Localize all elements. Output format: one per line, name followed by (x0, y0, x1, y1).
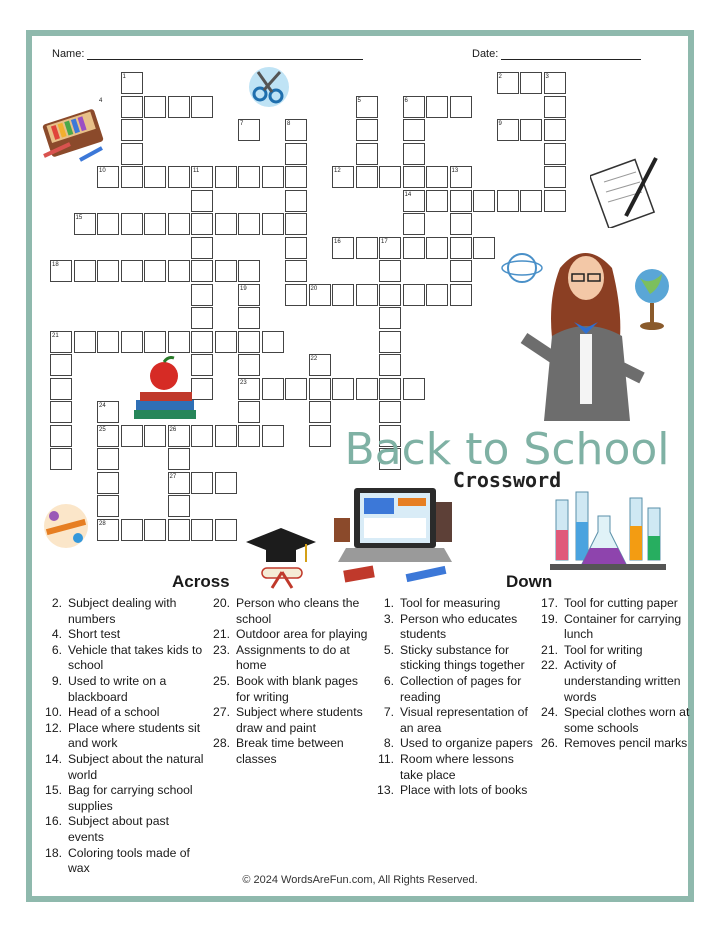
crossword-cell[interactable] (544, 166, 566, 188)
crossword-cell[interactable] (50, 425, 72, 447)
clue-number: 9. (51, 673, 62, 688)
crossword-cell[interactable] (121, 260, 143, 282)
crossword-cell[interactable] (262, 425, 284, 447)
crossword-cell[interactable] (97, 401, 119, 423)
across-clue (212, 674, 372, 705)
crossword-cell[interactable] (238, 425, 260, 447)
crossword-cell[interactable] (144, 260, 166, 282)
date-field[interactable] (472, 48, 641, 60)
grid-number: 16 (334, 238, 341, 245)
crossword-cell[interactable] (403, 213, 425, 235)
crossword-cell[interactable] (191, 425, 213, 447)
crossword-cell[interactable] (497, 190, 519, 212)
crossword-cell[interactable] (332, 378, 354, 400)
crossword-cell[interactable] (97, 472, 119, 494)
grid-number: 10 (99, 168, 106, 174)
crossword-cell[interactable] (144, 166, 166, 188)
clue-text: Subject about the natural world (68, 751, 204, 782)
crossword-cell[interactable] (97, 495, 119, 517)
across-clue (44, 783, 206, 814)
crossword-cell[interactable] (356, 237, 378, 259)
crossword-cell[interactable] (74, 260, 96, 282)
clue-number: 12. (45, 720, 62, 735)
crossword-cell[interactable] (238, 307, 260, 329)
across-clue (44, 752, 206, 783)
across-clue (212, 736, 372, 767)
crossword-cell[interactable] (121, 143, 143, 165)
crossword-cell[interactable] (238, 354, 260, 376)
down-clue (540, 596, 690, 612)
worksheet-title: Back to School (344, 424, 670, 475)
clue-number: 6. (383, 673, 394, 688)
clue-number: 15. (45, 783, 62, 798)
date-line[interactable] (501, 48, 641, 60)
crossword-cell[interactable] (426, 96, 448, 118)
crossword-cell[interactable] (191, 284, 213, 306)
across-clue (212, 643, 372, 674)
crossword-cell[interactable] (520, 119, 542, 141)
clue-text: Vehicle that takes kids to school (68, 642, 203, 673)
clue-text: Visual representation of an area (400, 705, 528, 735)
crossword-cell[interactable] (309, 354, 331, 376)
clue-text: Used to write on a blackboard (68, 673, 167, 704)
down-clue (376, 643, 534, 674)
crossword-cell[interactable] (520, 72, 542, 94)
clue-text: Person who educates students (400, 611, 518, 642)
crossword-cell[interactable] (473, 190, 495, 212)
down-clue (376, 612, 534, 643)
crossword-cell[interactable] (403, 190, 425, 212)
crossword-cell[interactable] (144, 519, 166, 541)
crossword-cell[interactable] (238, 166, 260, 188)
clue-number: 20. (213, 596, 230, 610)
down-clue-column (376, 596, 534, 799)
clue-text: Break time between classes (236, 736, 344, 766)
clue-number: 18. (45, 845, 62, 860)
crossword-cell[interactable] (215, 260, 237, 282)
clue-number: 19. (541, 611, 558, 626)
clue-text: Assignments to do at home (236, 642, 350, 673)
crossword-cell[interactable] (191, 166, 213, 188)
down-clue (376, 783, 534, 799)
crossword-cell[interactable] (97, 448, 119, 470)
crossword-cell[interactable] (497, 72, 519, 94)
crossword-cell[interactable] (191, 237, 213, 259)
crossword-cell[interactable] (50, 448, 72, 470)
date-label: Date: (472, 48, 499, 60)
clue-number: 1. (383, 596, 394, 610)
crossword-cell[interactable] (426, 190, 448, 212)
crossword-cell[interactable] (215, 425, 237, 447)
clue-number: 28. (213, 736, 230, 751)
grid-number: 13 (451, 168, 459, 174)
crossword-cell[interactable] (332, 284, 354, 306)
crossword-cell[interactable] (450, 237, 472, 259)
lab-flasks-icon (546, 486, 670, 576)
grid-number: 7 (240, 121, 244, 127)
across-clue-column (44, 596, 206, 877)
grid-number: 20 (310, 285, 318, 292)
graduation-cap-icon (244, 522, 318, 592)
crossword-cell[interactable] (285, 284, 307, 306)
crossword-cell[interactable] (121, 72, 143, 94)
grid-number: 24 (99, 403, 106, 409)
clue-text: Short test (68, 627, 121, 642)
crossword-cell[interactable] (356, 119, 378, 141)
crossword-cell[interactable] (544, 143, 566, 165)
crossword-cell[interactable] (144, 213, 166, 235)
clue-number: 16. (45, 814, 62, 829)
crossword-cell[interactable] (168, 495, 190, 517)
clue-text: Book with blank pages for writing (236, 673, 358, 704)
crossword-cell[interactable] (544, 96, 566, 118)
crossword-cell[interactable] (144, 425, 166, 447)
grid-number: 17 (381, 238, 388, 245)
clue-text: Tool for cutting paper (564, 596, 678, 610)
grid-number: 1 (122, 74, 126, 80)
crossword-cell[interactable] (121, 425, 143, 447)
crossword-cell[interactable] (285, 237, 307, 259)
clue-number: 23. (213, 642, 230, 657)
clue-number: 17. (541, 596, 558, 610)
clue-text: Sticky substance for sticking things together (400, 642, 525, 673)
crossword-cell[interactable] (168, 425, 190, 447)
clue-text: Special clothes worn at some schools (564, 705, 690, 735)
clue-text: Place where students sit and work (68, 720, 201, 751)
clue-number: 13. (377, 783, 394, 798)
clue-text: Subject about past events (68, 814, 169, 844)
clue-text: Container for carrying lunch (564, 611, 682, 642)
crossword-cell[interactable] (403, 96, 425, 118)
crossword-cell[interactable] (403, 119, 425, 141)
grid-number: 28 (99, 520, 106, 527)
clue-number: 26. (541, 736, 558, 751)
crossword-cell[interactable] (379, 354, 401, 376)
crossword-cell[interactable] (403, 166, 425, 188)
across-clue (212, 596, 372, 627)
crossword-cell[interactable] (520, 190, 542, 212)
crossword-cell[interactable] (121, 213, 143, 235)
crossword-cell[interactable] (238, 119, 260, 141)
grid-number: 18 (52, 262, 59, 268)
crossword-cell[interactable] (191, 331, 213, 353)
across-clue (44, 674, 206, 705)
crossword-cell[interactable] (379, 378, 401, 400)
crossword-cell[interactable] (168, 96, 190, 118)
grid-number: 3 (545, 74, 549, 80)
crossword-cell[interactable] (238, 331, 260, 353)
clue-number: 4. (51, 627, 62, 642)
laptop-icon (332, 484, 456, 588)
crossword-cell[interactable] (426, 284, 448, 306)
grid-number: 26 (169, 426, 177, 433)
crayon-box-icon (40, 98, 108, 164)
crossword-cell[interactable] (403, 143, 425, 165)
across-clue (212, 705, 372, 736)
crossword-cell[interactable] (97, 331, 119, 353)
clue-text: Tool for measuring (400, 596, 501, 610)
crossword-cell[interactable] (50, 260, 72, 282)
crossword-cell[interactable] (50, 378, 72, 400)
crossword-cell[interactable] (97, 425, 119, 447)
clue-text: Outdoor area for playing (236, 627, 368, 642)
down-clue (540, 705, 690, 736)
across-clue (44, 643, 206, 674)
school-supplies-icon (36, 498, 96, 556)
crossword-cell[interactable] (50, 401, 72, 423)
crossword-cell[interactable] (356, 284, 378, 306)
crossword-cell[interactable] (215, 472, 237, 494)
grid-number: 8 (287, 121, 291, 127)
crossword-cell[interactable] (356, 143, 378, 165)
crossword-cell[interactable] (544, 190, 566, 212)
down-clue (376, 736, 534, 752)
name-field[interactable] (52, 48, 363, 60)
crossword-cell[interactable] (168, 166, 190, 188)
crossword-cell[interactable] (191, 260, 213, 282)
crossword-cell[interactable] (450, 213, 472, 235)
crossword-cell[interactable] (379, 307, 401, 329)
crossword-cell[interactable] (450, 190, 472, 212)
crossword-cell[interactable] (238, 401, 260, 423)
crossword-cell[interactable] (262, 213, 284, 235)
crossword-cell[interactable] (191, 96, 213, 118)
down-clue (376, 705, 534, 736)
crossword-cell[interactable] (191, 519, 213, 541)
grid-number: 22 (310, 356, 318, 362)
crossword-cell[interactable] (144, 96, 166, 118)
grid-number: 27 (169, 473, 177, 480)
clue-text: Room where lessons take place (400, 751, 514, 782)
clue-text: Activity of understanding written words (564, 658, 681, 704)
crossword-cell[interactable] (356, 96, 378, 118)
down-clue (376, 674, 534, 705)
crossword-cell[interactable] (97, 519, 119, 541)
crossword-cell[interactable] (426, 237, 448, 259)
crossword-cell[interactable] (168, 260, 190, 282)
crossword-cell[interactable] (285, 213, 307, 235)
crossword-cell[interactable] (121, 519, 143, 541)
across-clue-column (212, 596, 372, 768)
clue-text: Place with lots of books (400, 783, 528, 798)
crossword-cell[interactable] (285, 378, 307, 400)
crossword-cell[interactable] (50, 354, 72, 376)
clue-number: 3. (383, 611, 394, 626)
grid-number: 12 (334, 168, 341, 174)
grid-number: 4 (99, 97, 103, 104)
clue-text: Subject dealing with numbers (68, 596, 177, 626)
crossword-cell[interactable] (262, 331, 284, 353)
clue-number: 7. (383, 705, 394, 720)
crossword-cell[interactable] (403, 378, 425, 400)
across-clue (44, 846, 206, 877)
crossword-cell[interactable] (238, 284, 260, 306)
down-clue (540, 736, 690, 752)
crossword-cell[interactable] (168, 331, 190, 353)
clue-number: 8. (383, 736, 394, 751)
clue-number: 25. (213, 673, 230, 688)
crossword-cell[interactable] (191, 213, 213, 235)
clue-number: 14. (45, 751, 62, 766)
crossword-cell[interactable] (238, 213, 260, 235)
scissors-icon (246, 64, 292, 110)
crossword-cell[interactable] (74, 331, 96, 353)
crossword-cell[interactable] (97, 260, 119, 282)
crossword-cell[interactable] (215, 166, 237, 188)
across-clue (212, 627, 372, 643)
across-heading: Across (172, 572, 230, 591)
across-clue (44, 596, 206, 627)
crossword-cell[interactable] (285, 190, 307, 212)
crossword-cell[interactable] (544, 119, 566, 141)
crossword-cell[interactable] (309, 401, 331, 423)
crossword-cell[interactable] (215, 213, 237, 235)
clue-number: 21. (541, 642, 558, 657)
crossword-cell[interactable] (403, 284, 425, 306)
crossword-cell[interactable] (285, 260, 307, 282)
clue-number: 11. (377, 751, 394, 766)
crossword-cell[interactable] (74, 213, 96, 235)
crossword-cell[interactable] (215, 519, 237, 541)
grid-number: 25 (99, 426, 106, 433)
crossword-cell[interactable] (285, 166, 307, 188)
clue-text: Head of a school (68, 705, 160, 720)
down-clue (376, 596, 534, 612)
crossword-cell[interactable] (332, 166, 354, 188)
crossword-cell[interactable] (356, 166, 378, 188)
teacher-illustration (500, 238, 675, 423)
down-heading: Down (506, 572, 553, 591)
crossword-cell[interactable] (97, 213, 119, 235)
crossword-cell[interactable] (238, 260, 260, 282)
down-clue-column (540, 596, 690, 752)
down-clue (540, 612, 690, 643)
crossword-cell[interactable] (450, 96, 472, 118)
grid-number: 11 (193, 168, 200, 174)
crossword-cell[interactable] (50, 331, 72, 353)
across-clue (44, 705, 206, 721)
crossword-cell[interactable] (191, 307, 213, 329)
crossword-cell[interactable] (285, 119, 307, 141)
crossword-cell[interactable] (426, 166, 448, 188)
grid-number: 6 (404, 97, 408, 104)
grid-number: 5 (357, 97, 361, 104)
clue-number: 6. (51, 642, 62, 657)
down-clue (376, 752, 534, 783)
clue-number: 2. (51, 596, 62, 610)
across-clue (44, 627, 206, 643)
clue-text: Tool for writing (564, 642, 643, 657)
grid-number: 15 (75, 215, 83, 221)
notepad-pen-icon (590, 152, 662, 228)
grid-number: 9 (498, 121, 502, 127)
apple-books-icon (130, 356, 202, 424)
crossword-cell[interactable] (121, 331, 143, 353)
crossword-cell[interactable] (450, 166, 472, 188)
down-clue (540, 643, 690, 659)
crossword-cell[interactable] (450, 284, 472, 306)
down-clue (540, 658, 690, 705)
crossword-cell[interactable] (262, 378, 284, 400)
crossword-cell[interactable] (309, 425, 331, 447)
clue-text: Used to organize papers (400, 736, 533, 751)
copyright-footer: © 2024 WordsAreFun.com, All Rights Reserved. (242, 874, 478, 886)
crossword-cell[interactable] (191, 190, 213, 212)
clue-number: 24. (541, 705, 558, 720)
clue-text: Person who cleans the school (236, 596, 360, 626)
crossword-cell[interactable] (144, 331, 166, 353)
crossword-cell[interactable] (309, 378, 331, 400)
grid-number: 21 (52, 332, 59, 339)
crossword-cell[interactable] (379, 237, 401, 259)
crossword-cell[interactable] (262, 166, 284, 188)
crossword-cell[interactable] (332, 237, 354, 259)
crossword-cell[interactable] (121, 166, 143, 188)
clue-text: Subject where students draw and paint (236, 705, 363, 735)
crossword-cell[interactable] (168, 519, 190, 541)
crossword-cell[interactable] (473, 237, 495, 259)
crossword-cell[interactable] (191, 472, 213, 494)
grid-number: 14 (404, 191, 412, 198)
name-label: Name: (52, 48, 85, 60)
clue-number: 27. (213, 705, 230, 720)
clue-number: 22. (541, 658, 558, 673)
crossword-cell[interactable] (403, 237, 425, 259)
crossword-cell[interactable] (285, 143, 307, 165)
crossword-cell[interactable] (168, 213, 190, 235)
grid-number: 2 (498, 74, 502, 80)
crossword-cell[interactable] (309, 284, 331, 306)
crossword-cell[interactable] (379, 331, 401, 353)
clue-number: 5. (383, 642, 394, 657)
worksheet-subtitle: Crossword (452, 468, 562, 492)
grid-number: 19 (240, 285, 247, 292)
clue-text: Removes pencil marks (564, 736, 688, 751)
crossword-cell[interactable] (379, 284, 401, 306)
crossword-cell[interactable] (356, 378, 378, 400)
clue-number: 10. (45, 705, 62, 720)
clue-text: Bag for carrying school supplies (68, 783, 193, 813)
clue-text: Coloring tools made of wax (68, 845, 190, 876)
grid-number: 23 (240, 379, 247, 386)
crossword-cell[interactable] (215, 331, 237, 353)
crossword-cell[interactable] (379, 260, 401, 282)
crossword-cell[interactable] (497, 119, 519, 141)
crossword-cell[interactable] (379, 401, 401, 423)
crossword-cell[interactable] (379, 166, 401, 188)
crossword-cell[interactable] (121, 96, 143, 118)
crossword-cell[interactable] (168, 448, 190, 470)
across-clue (44, 721, 206, 752)
crossword-cell[interactable] (544, 72, 566, 94)
crossword-cell[interactable] (238, 378, 260, 400)
clue-number: 21. (213, 627, 230, 642)
clue-text: Collection of pages for reading (400, 673, 522, 704)
crossword-cell[interactable] (168, 472, 190, 494)
across-clue (44, 814, 206, 845)
crossword-cell[interactable] (121, 119, 143, 141)
crossword-cell[interactable] (450, 260, 472, 282)
crossword-cell[interactable] (97, 166, 119, 188)
name-line[interactable] (87, 48, 363, 60)
